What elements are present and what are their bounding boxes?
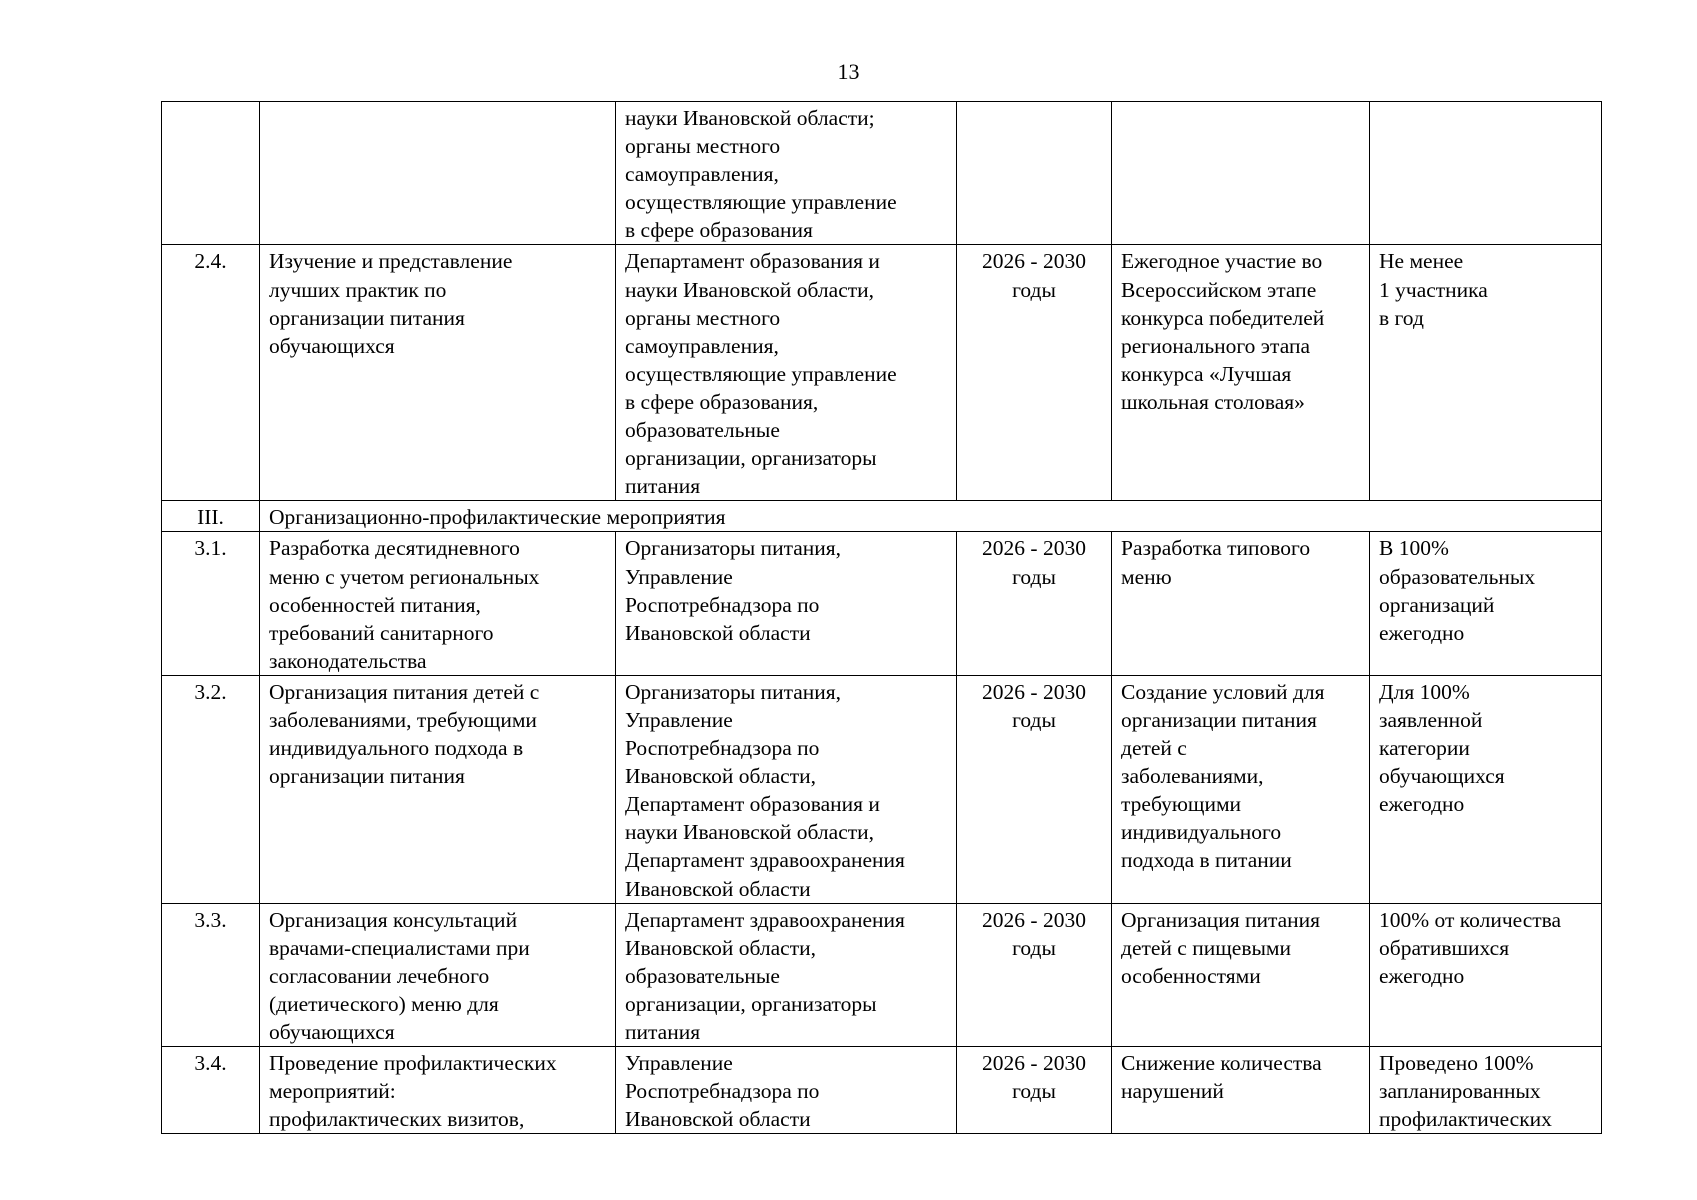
item-number: 3.2. (162, 675, 260, 903)
period-cell: 2026 - 2030 годы (957, 903, 1112, 1046)
executor-cell: Департамент здравоохранения Ивановской области, образовательные организации, организаторы питания (616, 903, 957, 1046)
page-number: 13 (837, 59, 860, 84)
section-row (162, 501, 1602, 532)
period-cell: 2026 - 2030 годы (957, 675, 1112, 903)
executor-cell: науки Ивановской области; органы местного самоуправления, осуществляющие управление в сфере образования (616, 102, 957, 245)
item-number: 3.4. (162, 1047, 260, 1134)
section-number: III. (162, 501, 260, 532)
period-cell (957, 102, 1112, 245)
activity-cell: Изучение и представление лучших практик по организации питания обучающихся (260, 245, 616, 501)
table-row (162, 102, 1602, 245)
period-cell: 2026 - 2030 годы (957, 532, 1112, 675)
table-row (162, 675, 1602, 903)
result-cell (1112, 102, 1370, 245)
item-number: 3.1. (162, 532, 260, 675)
result-cell: Ежегодное участие во Всероссийском этапе конкурса победителей регионального этапа конкурса «Лучшая школьная столовая» (1112, 245, 1370, 501)
activity-cell: Организация консультаций врачами-специалистами при согласовании лечебного (диетического) меню для обучающихся (260, 903, 616, 1046)
table-row (162, 245, 1602, 501)
indicator-cell: В 100% образовательных организаций ежегодно (1370, 532, 1602, 675)
executor-cell: Управление Роспотребнадзора по Ивановской области (616, 1047, 957, 1134)
action-plan-table (161, 101, 1602, 1134)
item-number: 3.3. (162, 903, 260, 1046)
section-title: Организационно-профилактические мероприятия (260, 501, 1602, 532)
table-row (162, 903, 1602, 1046)
executor-cell: Организаторы питания, Управление Роспотребнадзора по Ивановской области (616, 532, 957, 675)
indicator-cell: Для 100% заявленной категории обучающихся ежегодно (1370, 675, 1602, 903)
indicator-cell: Не менее 1 участника в год (1370, 245, 1602, 501)
activity-cell (260, 102, 616, 245)
result-cell: Создание условий для организации питания детей с заболеваниями, требующими индивидуального подхода в питании (1112, 675, 1370, 903)
indicator-cell: 100% от количества обратившихся ежегодно (1370, 903, 1602, 1046)
activity-cell: Проведение профилактических мероприятий: профилактических визитов, (260, 1047, 616, 1134)
period-cell: 2026 - 2030 годы (957, 1047, 1112, 1134)
item-number (162, 102, 260, 245)
activity-cell: Организация питания детей с заболеваниями, требующими индивидуального подхода в организации питания (260, 675, 616, 903)
table-row (162, 1047, 1602, 1134)
table-row (162, 532, 1602, 675)
result-cell: Организация питания детей с пищевыми особенностями (1112, 903, 1370, 1046)
period-cell: 2026 - 2030 годы (957, 245, 1112, 501)
executor-cell: Организаторы питания, Управление Роспотребнадзора по Ивановской области, Департамент образования и науки Ивановской области, Департамент здравоохранения Ивановской области (616, 675, 957, 903)
indicator-cell: Проведено 100% запланированных профилактических (1370, 1047, 1602, 1134)
result-cell: Снижение количества нарушений (1112, 1047, 1370, 1134)
result-cell: Разработка типового меню (1112, 532, 1370, 675)
item-number: 2.4. (162, 245, 260, 501)
activity-cell: Разработка десятидневного меню с учетом региональных особенностей питания, требований санитарного законодательства (260, 532, 616, 675)
indicator-cell (1370, 102, 1602, 245)
executor-cell: Департамент образования и науки Ивановской области, органы местного самоуправления, осуществляющие управление в сфере образования, образовательные организации, организаторы питания (616, 245, 957, 501)
